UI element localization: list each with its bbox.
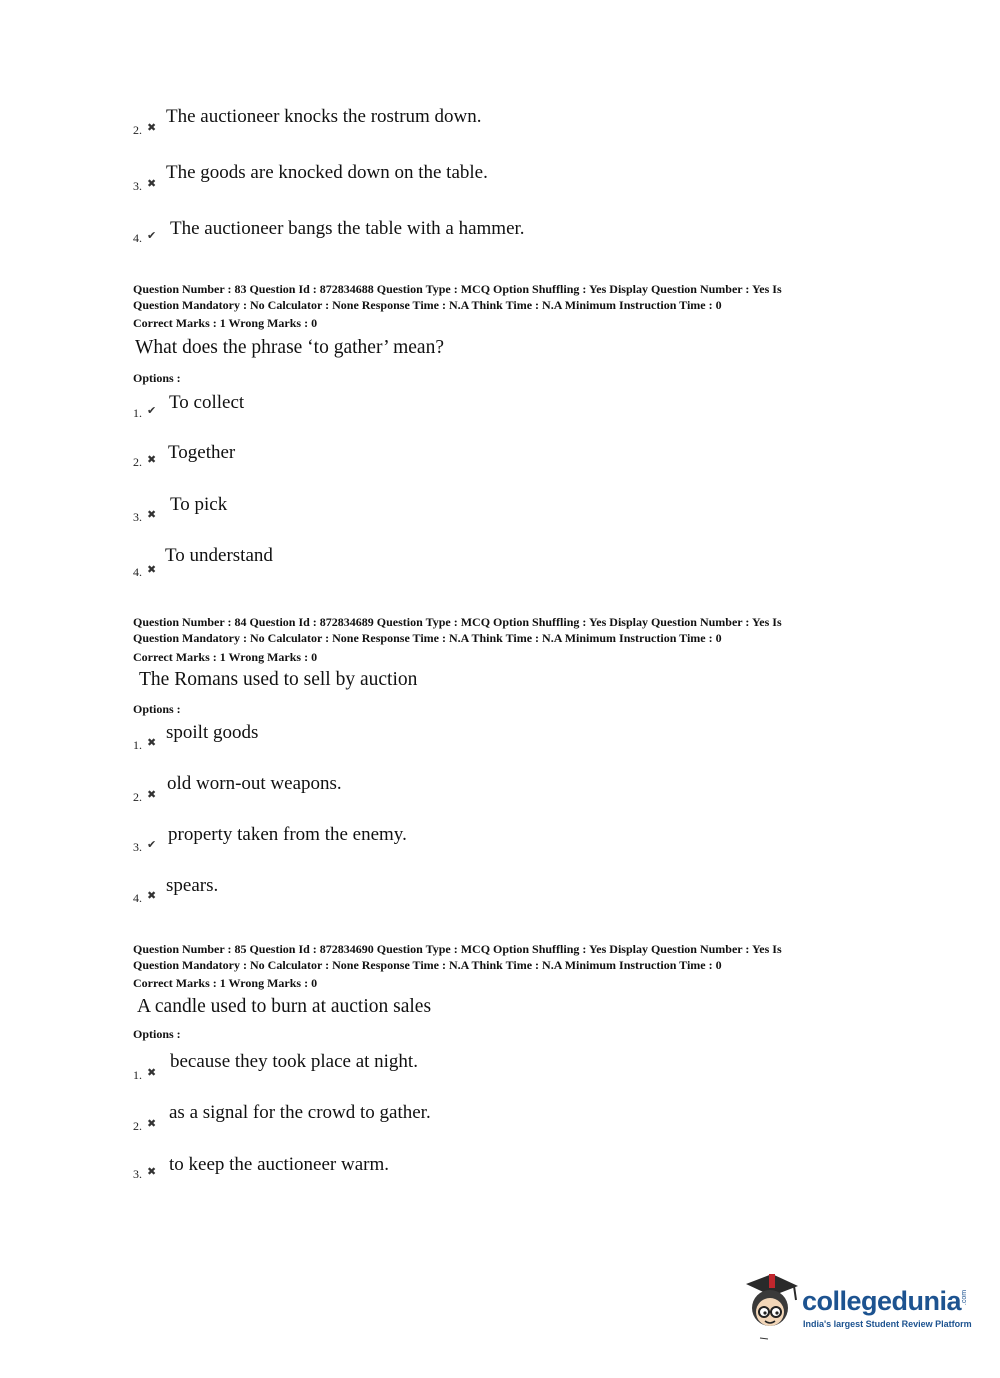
options-label: Options : (133, 371, 181, 385)
option-item (133, 442, 833, 482)
option-item (133, 106, 833, 146)
option-text: The auctioneer bangs the table with a hammer. (170, 218, 525, 239)
question-meta-line: Question Mandatory : No Calculator : None Response Time : N.A Think Time : N.A Minimum Instruction Time : 0 (133, 957, 722, 972)
cross-icon: ✖ (147, 890, 157, 902)
logo-brand-text: collegedunia (802, 1286, 962, 1316)
option-item (133, 392, 833, 432)
option-item (133, 162, 833, 202)
option-number: 1. (133, 406, 142, 420)
cross-icon: ✖ (147, 1067, 157, 1079)
option-number: 2. (133, 1119, 142, 1133)
option-item (133, 1154, 833, 1194)
question-meta-line: Question Number : 83 Question Id : 872834688 Question Type : MCQ Option Shuffling : Yes Display Question Number : Yes Is (133, 282, 782, 296)
question-text: A candle used to burn at auction sales (137, 996, 432, 1017)
option-text: Together (168, 442, 236, 463)
cross-icon: ✖ (147, 564, 157, 576)
cross-icon: ✖ (147, 178, 157, 190)
option-item (133, 773, 833, 813)
option-text: To understand (165, 545, 273, 566)
marks-info: Correct Marks : 1 Wrong Marks : 0 (133, 976, 318, 990)
option-item (133, 218, 833, 258)
option-text: as a signal for the crowd to gather. (169, 1102, 431, 1123)
option-text: to keep the auctioneer warm. (169, 1154, 389, 1175)
option-text: The auctioneer knocks the rostrum down. (166, 106, 482, 127)
option-text: because they took place at night. (170, 1051, 418, 1072)
logo-tagline: India's largest Student Review Platform (803, 1319, 972, 1329)
question-meta-line: Question Mandatory : No Calculator : None Response Time : N.A Think Time : N.A Minimum Instruction Time : 0 (133, 297, 722, 312)
option-text: property taken from the enemy. (168, 824, 407, 845)
question-meta-line: Question Number : 84 Question Id : 872834689 Question Type : MCQ Option Shuffling : Yes Display Question Number : Yes Is (133, 615, 782, 629)
logo-com-text: .com (961, 1289, 969, 1306)
options-label: Options : (133, 702, 181, 716)
option-text: The goods are knocked down on the table. (166, 162, 488, 183)
option-number: 3. (133, 510, 142, 524)
option-number: 3. (133, 840, 142, 854)
option-text: To collect (169, 392, 245, 413)
option-item (133, 722, 833, 762)
option-item (133, 1102, 833, 1142)
option-number: 4. (133, 231, 142, 245)
option-number: 4. (133, 891, 142, 905)
option-item (133, 875, 833, 915)
cross-icon: ✖ (147, 737, 157, 749)
option-text: To pick (170, 494, 228, 515)
option-number: 3. (133, 1167, 142, 1181)
question-text: The Romans used to sell by auction (139, 669, 418, 690)
check-icon: ✔ (147, 839, 157, 851)
mascot-icon (742, 1272, 802, 1344)
option-item (133, 545, 833, 585)
option-item (133, 824, 833, 864)
option-text: old worn-out weapons. (167, 773, 342, 794)
cross-icon: ✖ (147, 1118, 157, 1130)
option-number: 3. (133, 179, 142, 193)
option-number: 4. (133, 565, 142, 579)
option-number: 2. (133, 455, 142, 469)
cross-icon: ✖ (147, 454, 157, 466)
cross-icon: ✖ (147, 789, 157, 801)
cross-icon: ✖ (147, 122, 157, 134)
option-number: 2. (133, 123, 142, 137)
question-meta-line: Question Number : 85 Question Id : 872834690 Question Type : MCQ Option Shuffling : Yes Display Question Number : Yes Is (133, 942, 782, 956)
cross-icon: ✖ (147, 1166, 157, 1178)
option-text: spears. (166, 875, 219, 896)
option-number: 1. (133, 738, 142, 752)
option-item (133, 1051, 833, 1091)
marks-info: Correct Marks : 1 Wrong Marks : 0 (133, 316, 318, 330)
marks-info: Correct Marks : 1 Wrong Marks : 0 (133, 650, 318, 664)
cross-icon: ✖ (147, 509, 157, 521)
question-meta-line: Question Mandatory : No Calculator : None Response Time : N.A Think Time : N.A Minimum Instruction Time : 0 (133, 630, 722, 645)
check-icon: ✔ (147, 230, 157, 242)
collegedunia-logo[interactable] (742, 1272, 972, 1344)
question-text: What does the phrase ‘to gather’ mean? (135, 337, 444, 358)
options-label: Options : (133, 1027, 181, 1041)
question-meta (133, 282, 873, 313)
option-item (133, 494, 833, 534)
option-number: 1. (133, 1068, 142, 1082)
question-meta (133, 615, 873, 646)
option-text: spoilt goods (166, 722, 259, 743)
check-icon: ✔ (147, 405, 157, 417)
question-meta (133, 942, 873, 973)
option-number: 2. (133, 790, 142, 804)
